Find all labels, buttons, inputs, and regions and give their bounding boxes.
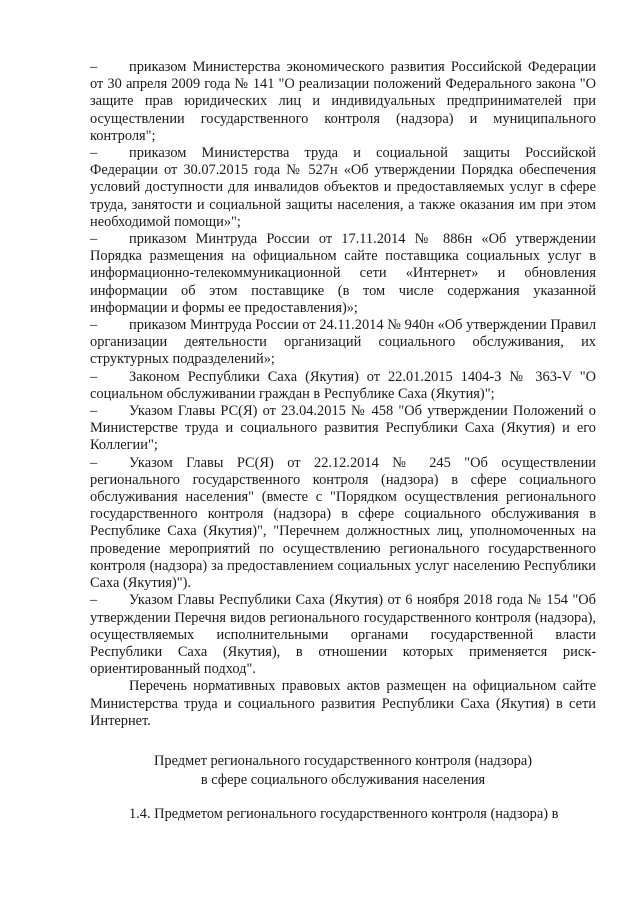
list-item-text: Указом Главы РС(Я) от 23.04.2015 № 458 "Об утверждении Положений о Министерстве труда и социального развития Республики Саха (Якутия) и его Коллегии";: [90, 403, 596, 454]
list-item-text: приказом Минтруда России от 17.11.2014 № 886н «Об утверждении Порядка размещения на официальном сайте поставщика социальных услуг в информационно-телекоммуникационной сети «Интернет» и обновления информации об этом поставщике (в том числе содержания указанной информации и формы ее предоставления)»;: [90, 231, 596, 316]
list-item: [90, 455, 596, 593]
list-dash: –: [90, 403, 98, 420]
list-item-text: Законом Республики Саха (Якутия) от 22.01.2015 1404-З № 363-V "О социальном обслуживании граждан в Республике Саха (Якутия)";: [90, 368, 596, 402]
list-dash: –: [90, 317, 98, 334]
list-dash: –: [90, 368, 98, 385]
section-heading-line-2: в сфере социального обслуживания населения: [200, 771, 486, 788]
numbered-paragraph: 1.4. Предметом регионального государственного контроля (надзора) в: [129, 805, 559, 822]
list-item: [90, 403, 596, 455]
document-body: [90, 59, 596, 823]
list-item-text: приказом Минтруда России от 24.11.2014 № 940н «Об утверждении Правил организации деятельности организаций социального обслуживания, их структурных подразделений»;: [90, 317, 596, 368]
spacer: [90, 790, 596, 806]
list-item: [90, 592, 596, 678]
list-item: [90, 317, 596, 369]
list-item-text: Указом Главы РС(Я) от 22.12.2014 № 245 "Об осуществлении регионального государственного контроля (надзора) в сфере социального обслуживания населения" (вместе с "Порядком осуществления регионального государственного контроля (надзора) в сфере социального обслуживания в Республике Саха (Якутия)", "Перечнем должностных лиц, уполномоченных на проведение мероприятий по осуществлению регионального государственного контроля (надзора) за предоставлением социальных услуг населению Республики Саха (Якутия)").: [90, 454, 596, 592]
list-item: [90, 231, 596, 317]
list-dash: –: [90, 454, 98, 471]
closing-paragraph: Перечень нормативных правовых актов размещен на официальном сайте Министерства труда и социального развития Республики Саха (Якутия) в сети Интернет.: [90, 678, 596, 729]
list-dash: –: [90, 145, 98, 162]
list-item-text: Указом Главы Республики Саха (Якутия) от 6 ноября 2018 года № 154 "Об утверждении Перечня видов регионального государственного контроля (надзора), осуществляемых исполнительными органами государственной власти Республики Саха (Якутия), в отношении которых применяется риск-ориентированный подход".: [90, 592, 596, 678]
spacer: [90, 730, 596, 752]
list-item-text: приказом Министерства экономического развития Российской Федерации от 30 апреля 2009 года № 141 "О реализации положений Федерального закона "О защите прав юридических лиц и индивидуальных предпринимателей при осуществлении государственного контроля (надзора) и муниципального контроля";: [90, 59, 596, 144]
list-dash: –: [90, 59, 98, 75]
list-item: [90, 145, 596, 231]
section-heading-line-1: Предмет регионального государственного контроля (надзора): [153, 752, 533, 769]
list-item: [90, 59, 596, 145]
list-item: [90, 369, 596, 403]
list-dash: –: [90, 592, 98, 609]
list-item-text: приказом Министерства труда и социальной защиты Российской Федерации от 30.07.2015 года № 527н «Об утверждении Порядка обеспечения условий доступности для инвалидов объектов и предоставляемых услуг в сфере труда, занятости и социальной защиты населения, а также оказания им при этом необходимой помощи»";: [90, 145, 596, 230]
list-dash: –: [90, 231, 98, 248]
